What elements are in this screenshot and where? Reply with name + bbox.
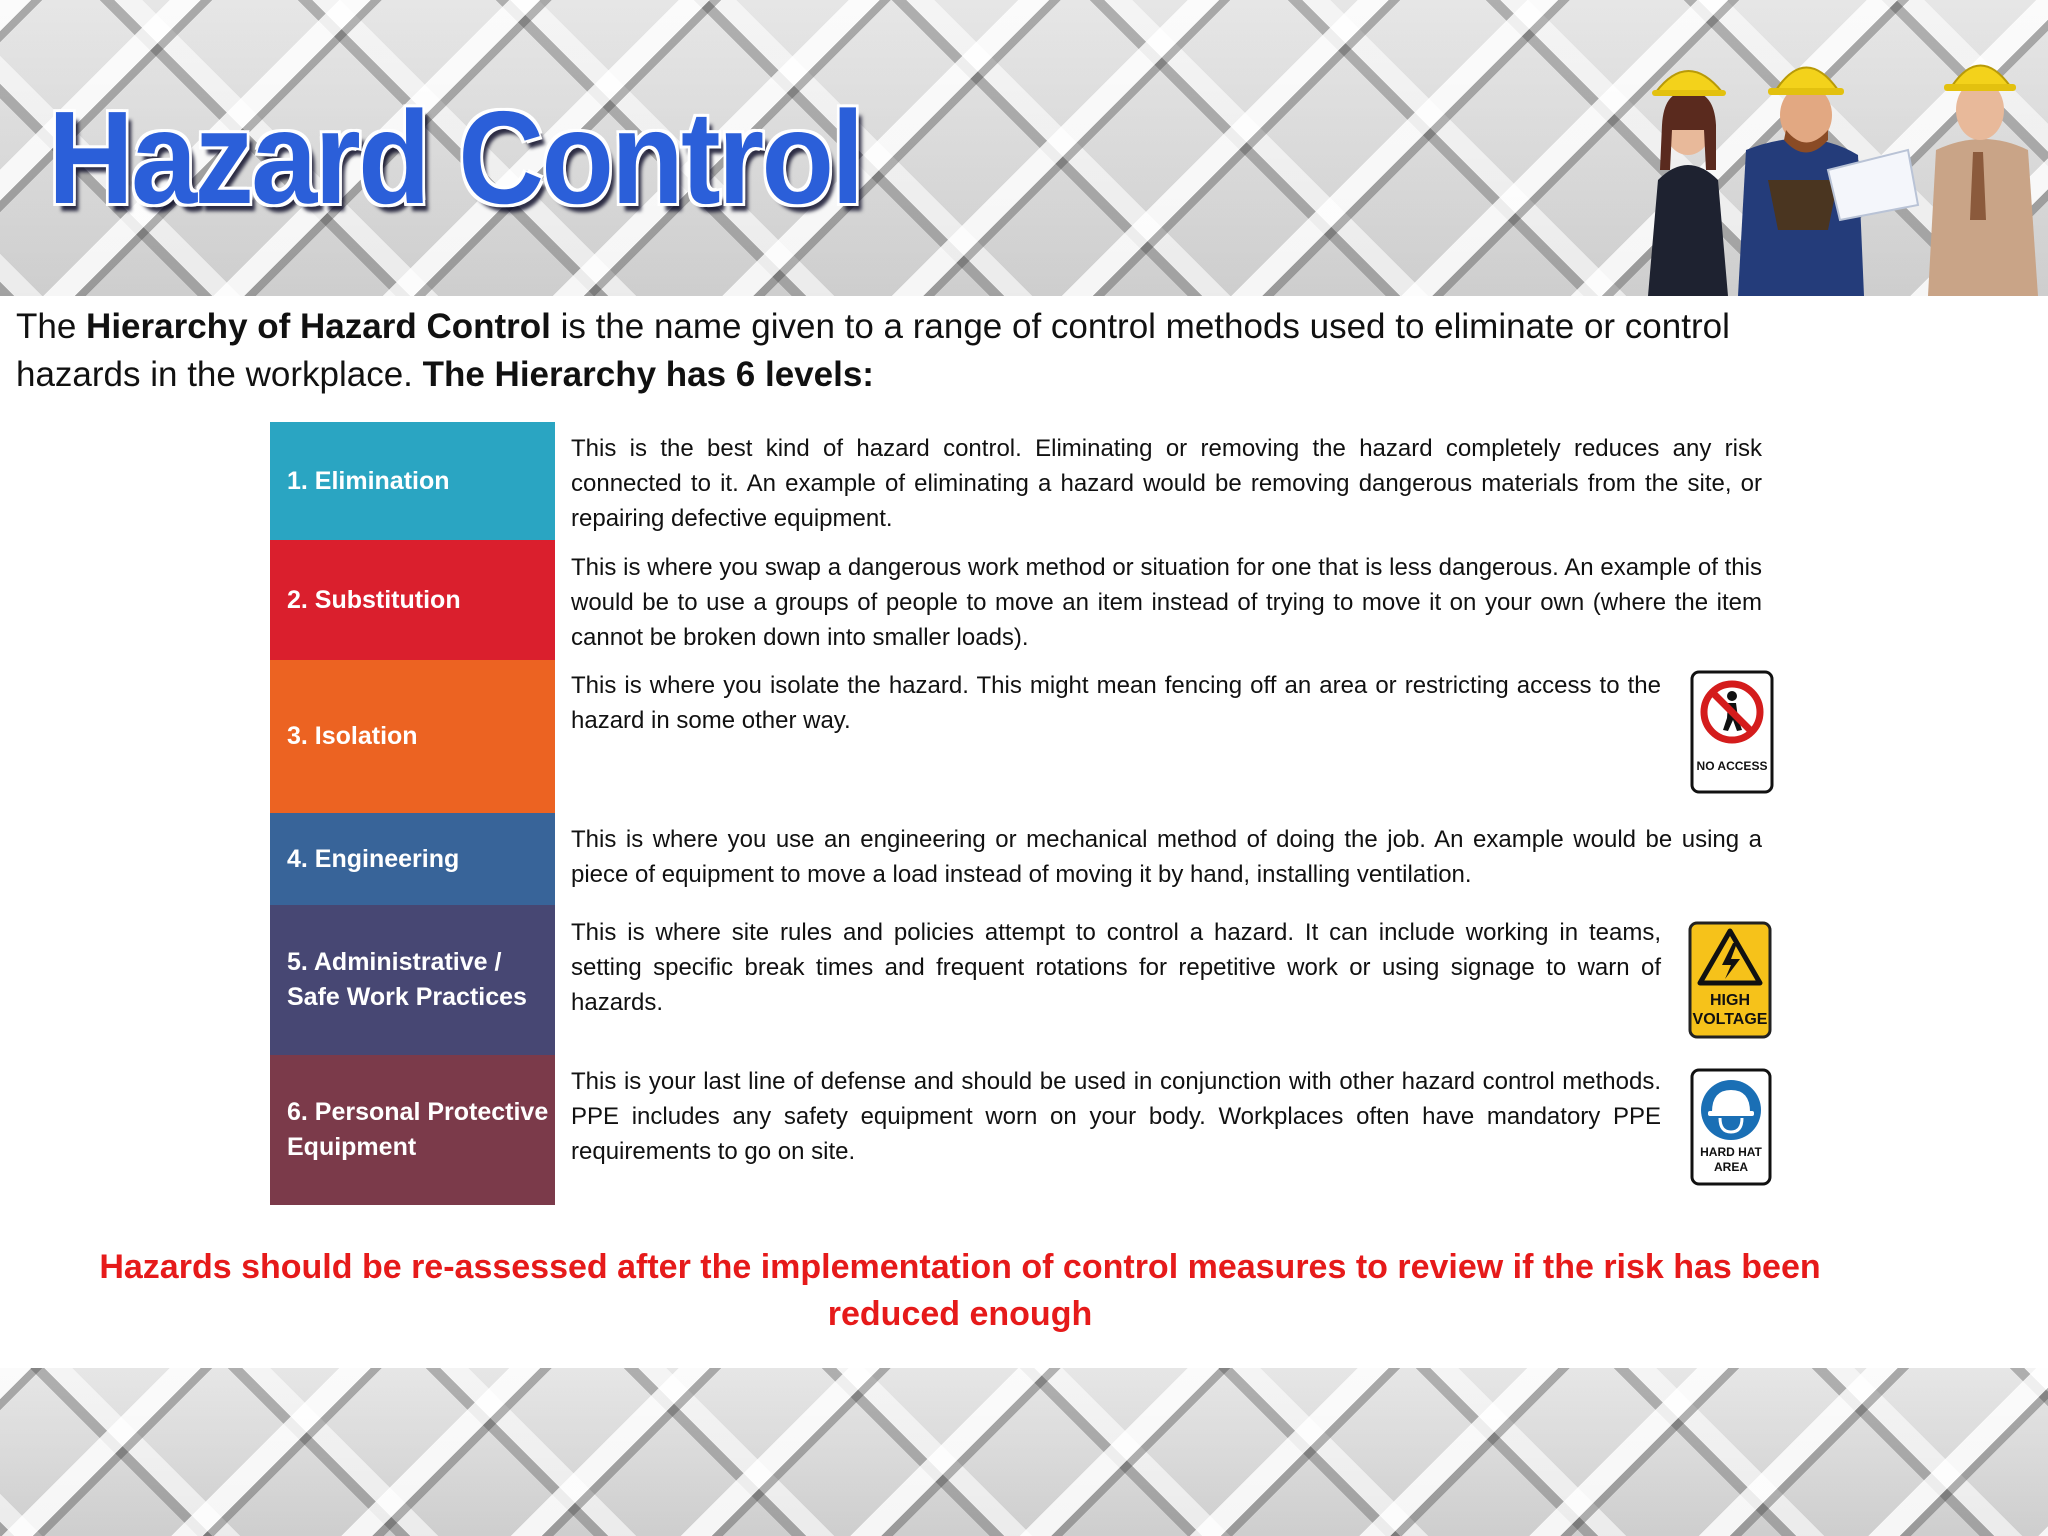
worker-man-suit: [1928, 66, 2038, 297]
intro-emphasis: The Hierarchy has 6 levels:: [422, 355, 874, 394]
high-voltage-sign-line1: HIGH: [1710, 992, 1750, 1009]
intro-term: Hierarchy of Hazard Control: [86, 307, 551, 346]
level-elimination-description: This is the best kind of hazard control. Eliminating or removing the hazard completely reduces any risk connected to it. An example of eliminating a hazard would be removing dangerous materials from the site, or repairing defective equipment.: [571, 435, 1762, 532]
worker-woman: [1648, 71, 1728, 296]
level-engineering-description: This is where you use an engineering or mechanical method of doing the job. An example would be using a piece of equipment to move a load instead of moving it by hand, installing ventilation.: [571, 826, 1762, 888]
level-isolation: 3. Isolation: [270, 660, 555, 813]
intro-paragraph: [16, 303, 1816, 399]
reassessment-note: Hazards should be re-assessed after the implementation of control measures to review if the risk has been reduced enough: [99, 1248, 1821, 1333]
hard-hat-sign-line2: AREA: [1713, 1160, 1749, 1174]
no-access-sign: [1690, 670, 1774, 794]
level-substitution: 2. Substitution: [270, 540, 555, 660]
high-voltage-sign-line2: VOLTAGE: [1692, 1011, 1768, 1028]
intro-prefix: The: [16, 307, 87, 346]
level-ppe: 6. Personal Protective Equipment: [270, 1055, 555, 1205]
level-isolation-description: This is where you isolate the hazard. This might mean fencing off an area or restricting access to the hazard in some other way.: [571, 672, 1661, 734]
level-substitution-description: This is where you swap a dangerous work method or situation for one that is less dangerous. An example of this would be to use a groups of people to move an item instead of trying to move it on your own (where the item cannot be broken down into smaller loads).: [571, 554, 1762, 651]
footer-banner: [0, 1368, 2048, 1536]
high-voltage-sign: [1688, 921, 1772, 1039]
header-banner: [0, 0, 2048, 296]
level-ppe-description: This is your last line of defense and should be used in conjunction with other hazard control methods. PPE includes any safety equipment worn on your body. Workplaces often have mandatory PPE requirements to go on site.: [571, 1068, 1661, 1165]
worker-man-plan: [1738, 68, 1918, 297]
level-elimination: 1. Elimination: [270, 422, 555, 540]
hard-hat-sign-line1: HARD HAT: [1700, 1145, 1762, 1159]
workers-photo: [1618, 30, 2048, 296]
page-title: Hazard Control: [48, 84, 862, 231]
no-access-sign-text: NO ACCESS: [1696, 759, 1768, 773]
level-engineering: 4. Engineering: [270, 813, 555, 905]
level-administrative-description: This is where site rules and policies attempt to control a hazard. It can include working in teams, setting specific break times and frequent rotations for repetitive work or using signage to warn of hazards.: [571, 919, 1661, 1016]
level-administrative: 5. Administrative / Safe Work Practices: [270, 905, 555, 1055]
hard-hat-sign: [1690, 1068, 1772, 1186]
intro-middle: is the name given to a range of control methods used to eliminate or control hazards in the workplace.: [16, 307, 1730, 394]
